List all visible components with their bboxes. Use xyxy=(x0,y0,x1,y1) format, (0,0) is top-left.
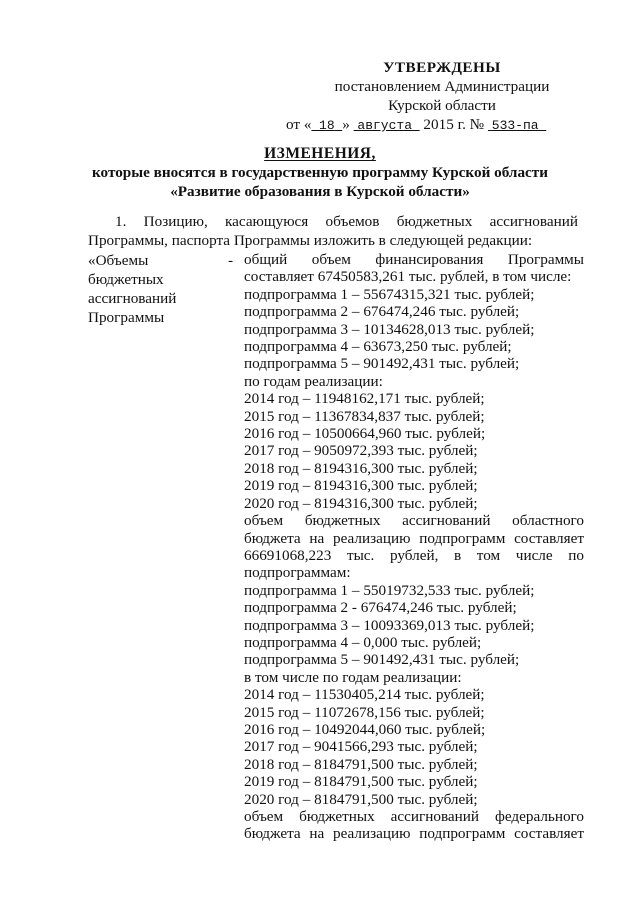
content-line: объем бюджетных ассигнований федерального xyxy=(244,808,584,825)
content-line: общий объем финансирования Программы xyxy=(244,251,584,268)
intro-line-2: Программы, паспорта Программы изложить в следующей редакции: xyxy=(88,232,533,249)
content-line: в том числе по годам реализации: xyxy=(244,668,462,686)
label-line-3: ассигнований xyxy=(88,290,177,307)
content-line: бюджета на реализацию подпрограмм составляет xyxy=(244,825,584,843)
content-line: подпрограмма 2 – 676474,246 тыс. рублей; xyxy=(244,303,520,321)
content-line: 2015 год – 11367834,837 тыс. рублей; xyxy=(244,407,485,425)
content-line: 2014 год – 11530405,214 тыс. рублей; xyxy=(244,686,485,704)
content-line: объем бюджетных ассигнований областного xyxy=(244,512,584,530)
content-line: подпрограмма 4 – 63673,250 тыс. рублей; xyxy=(244,338,512,356)
content-line: 66691068,223 тыс. рублей, в том числе по xyxy=(244,546,584,564)
content-line: 2015 год – 11072678,156 тыс. рублей; xyxy=(244,703,485,721)
funding-content xyxy=(244,251,584,843)
content-line: 2018 год – 8184791,500 тыс. рублей; xyxy=(244,755,478,773)
content-line: подпрограмма 4 – 0,000 тыс. рублей; xyxy=(244,633,482,651)
content-line: 2017 год – 9050972,393 тыс. рублей; xyxy=(244,442,478,460)
document-heading xyxy=(0,144,640,201)
heading-line-1: которые вносятся в государственную программу Курской области xyxy=(92,164,548,181)
intro-paragraph xyxy=(88,212,578,250)
date-mid: » xyxy=(342,116,350,133)
approval-title: УТВЕРЖДЕНЫ xyxy=(383,59,501,76)
label-dash: - xyxy=(228,252,234,269)
content-line: подпрограмма 1 – 55019732,533 тыс. рублей; xyxy=(244,581,535,599)
content-line: подпрограмма 3 – 10093369,013 тыс. рублей; xyxy=(244,616,535,634)
section-label xyxy=(88,251,248,327)
content-line: подпрограмма 1 – 55674315,321 тыс. рублей; xyxy=(244,285,535,303)
content-line: подпрограммам: xyxy=(244,564,351,582)
approval-date-line xyxy=(286,115,598,135)
content-line: 2017 год – 9041566,293 тыс. рублей; xyxy=(244,738,478,756)
date-prefix: от « xyxy=(286,116,312,133)
content-line: подпрограмма 5 – 901492,431 тыс. рублей; xyxy=(244,355,520,373)
date-year: 2015 г. № xyxy=(423,116,485,133)
content-line: подпрограмма 2 - 676474,246 тыс. рублей; xyxy=(244,599,517,617)
label-line-1: «Объемы xyxy=(88,252,149,269)
date-month: августа xyxy=(357,118,413,133)
content-line: 2019 год – 8184791,500 тыс. рублей; xyxy=(244,773,478,791)
content-line: составляет 67450583,261 тыс. рублей, в том числе: xyxy=(244,268,572,286)
approval-line-1: постановлением Администрации xyxy=(334,78,550,95)
decree-number: 533-па xyxy=(491,118,539,133)
date-day: 18 xyxy=(319,118,335,133)
label-line-2: бюджетных xyxy=(88,271,164,288)
heading-line-2: «Развитие образования в Курской области» xyxy=(170,183,470,200)
content-line: бюджета на реализацию подпрограмм составляет xyxy=(244,529,584,547)
content-line: 2019 год – 8194316,300 тыс. рублей; xyxy=(244,477,478,495)
approval-line-2: Курской области xyxy=(388,97,496,114)
label-line-4: Программы xyxy=(88,309,165,326)
content-line: 2014 год – 11948162,171 тыс. рублей; xyxy=(244,390,485,408)
intro-line-1: 1. Позицию, касающуюся объемов бюджетных ассигнований xyxy=(115,213,578,230)
content-line: 2018 год – 8194316,300 тыс. рублей; xyxy=(244,459,478,477)
approval-block xyxy=(286,58,598,135)
content-line: 2016 год – 10500664,960 тыс. рублей; xyxy=(244,425,486,443)
content-line: 2020 год – 8184791,500 тыс. рублей; xyxy=(244,790,478,808)
content-line: по годам реализации: xyxy=(244,372,383,390)
content-line: подпрограмма 3 – 10134628,013 тыс. рублей; xyxy=(244,320,535,338)
content-line: 2016 год – 10492044,060 тыс. рублей; xyxy=(244,720,486,738)
content-line: подпрограмма 5 – 901492,431 тыс. рублей; xyxy=(244,651,520,669)
heading-title: ИЗМЕНЕНИЯ, xyxy=(264,145,376,162)
content-line: 2020 год – 8194316,300 тыс. рублей; xyxy=(244,494,478,512)
